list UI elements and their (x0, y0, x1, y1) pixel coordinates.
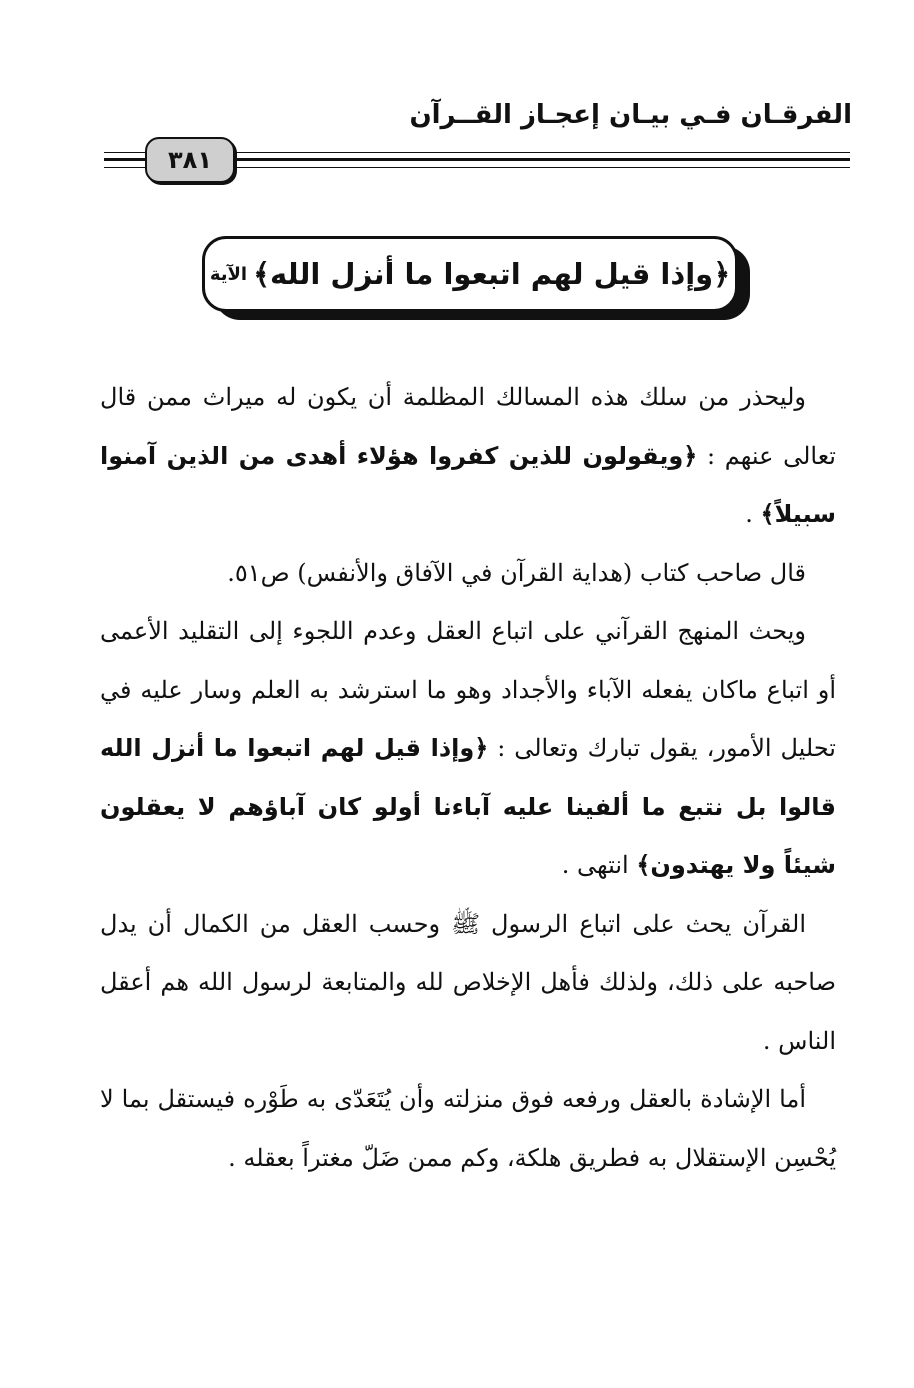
paragraph-2 (100, 544, 836, 603)
paragraph-5 (100, 1070, 836, 1187)
paragraph-4-text: القرآن يحث على اتباع الرسول ﷺ وحسب العقل من الكمال أن يدل صاحبه على ذلك، ولذلك فأهل الإخلاص لله والمتابعة لرسول الله هم أعقل الناس . (100, 909, 836, 1055)
section-title-box (202, 236, 738, 312)
paragraph-3 (100, 602, 836, 895)
paragraph-5-text: أما الإشادة بالعقل ورفعه فوق منزلته وأن يُتَعَدّى به طَوْره فيستقل بما لا يُحْسِن الإستقلال به فطريق هلكة، وكم ممن ضَلّ مغتراً بعقله . (100, 1085, 836, 1172)
section-title: ﴿وإذا قيل لهم اتبعوا ما أنزل الله﴾ (253, 257, 731, 291)
paragraph-2-text: قال صاحب كتاب (هداية القرآن في الآفاق والأنفس) ص٥١. (227, 558, 806, 587)
paragraph-1-end: . (745, 500, 761, 528)
quran-quote-2: ﴿وإذا قيل لهم اتبعوا ما أنزل الله قالوا بل نتبع ما ألفينا عليه آباءنا أولو كان آباؤهم لا يعقلون شيئاً ولا يهتدون﴾ (100, 734, 836, 879)
paragraph-3-text: ويحث المنهج القرآني على اتباع العقل وعدم اللجوء إلى التقليد الأعمى أو اتباع ماكان يفعله الآباء والأجداد وهو ما استرشد به العلم وسار عليه في تحليل الأمور، يقول تبارك وتعالى : (100, 617, 836, 762)
paragraph-4 (100, 895, 836, 1071)
page-number: ٣٨١ (168, 146, 212, 174)
quran-quote-1: ﴿ويقولون للذين كفروا هؤلاء أهدى من الذين آمنوا سبيلاً﴾ (100, 441, 836, 528)
page-number-badge (145, 137, 235, 183)
body-text (100, 368, 836, 1187)
paragraph-1-text: وليحذر من سلك هذه المسالك المظلمة أن يكون له ميراث ممن قال تعالى عنهم : (100, 383, 836, 470)
section-title-suffix: الآية (209, 263, 248, 285)
paragraph-1 (100, 368, 836, 544)
running-head-book-title: الفرقـان فـي بيـان إعجـاز القــرآن (409, 100, 852, 130)
paragraph-3-end: انتهى . (561, 851, 637, 879)
